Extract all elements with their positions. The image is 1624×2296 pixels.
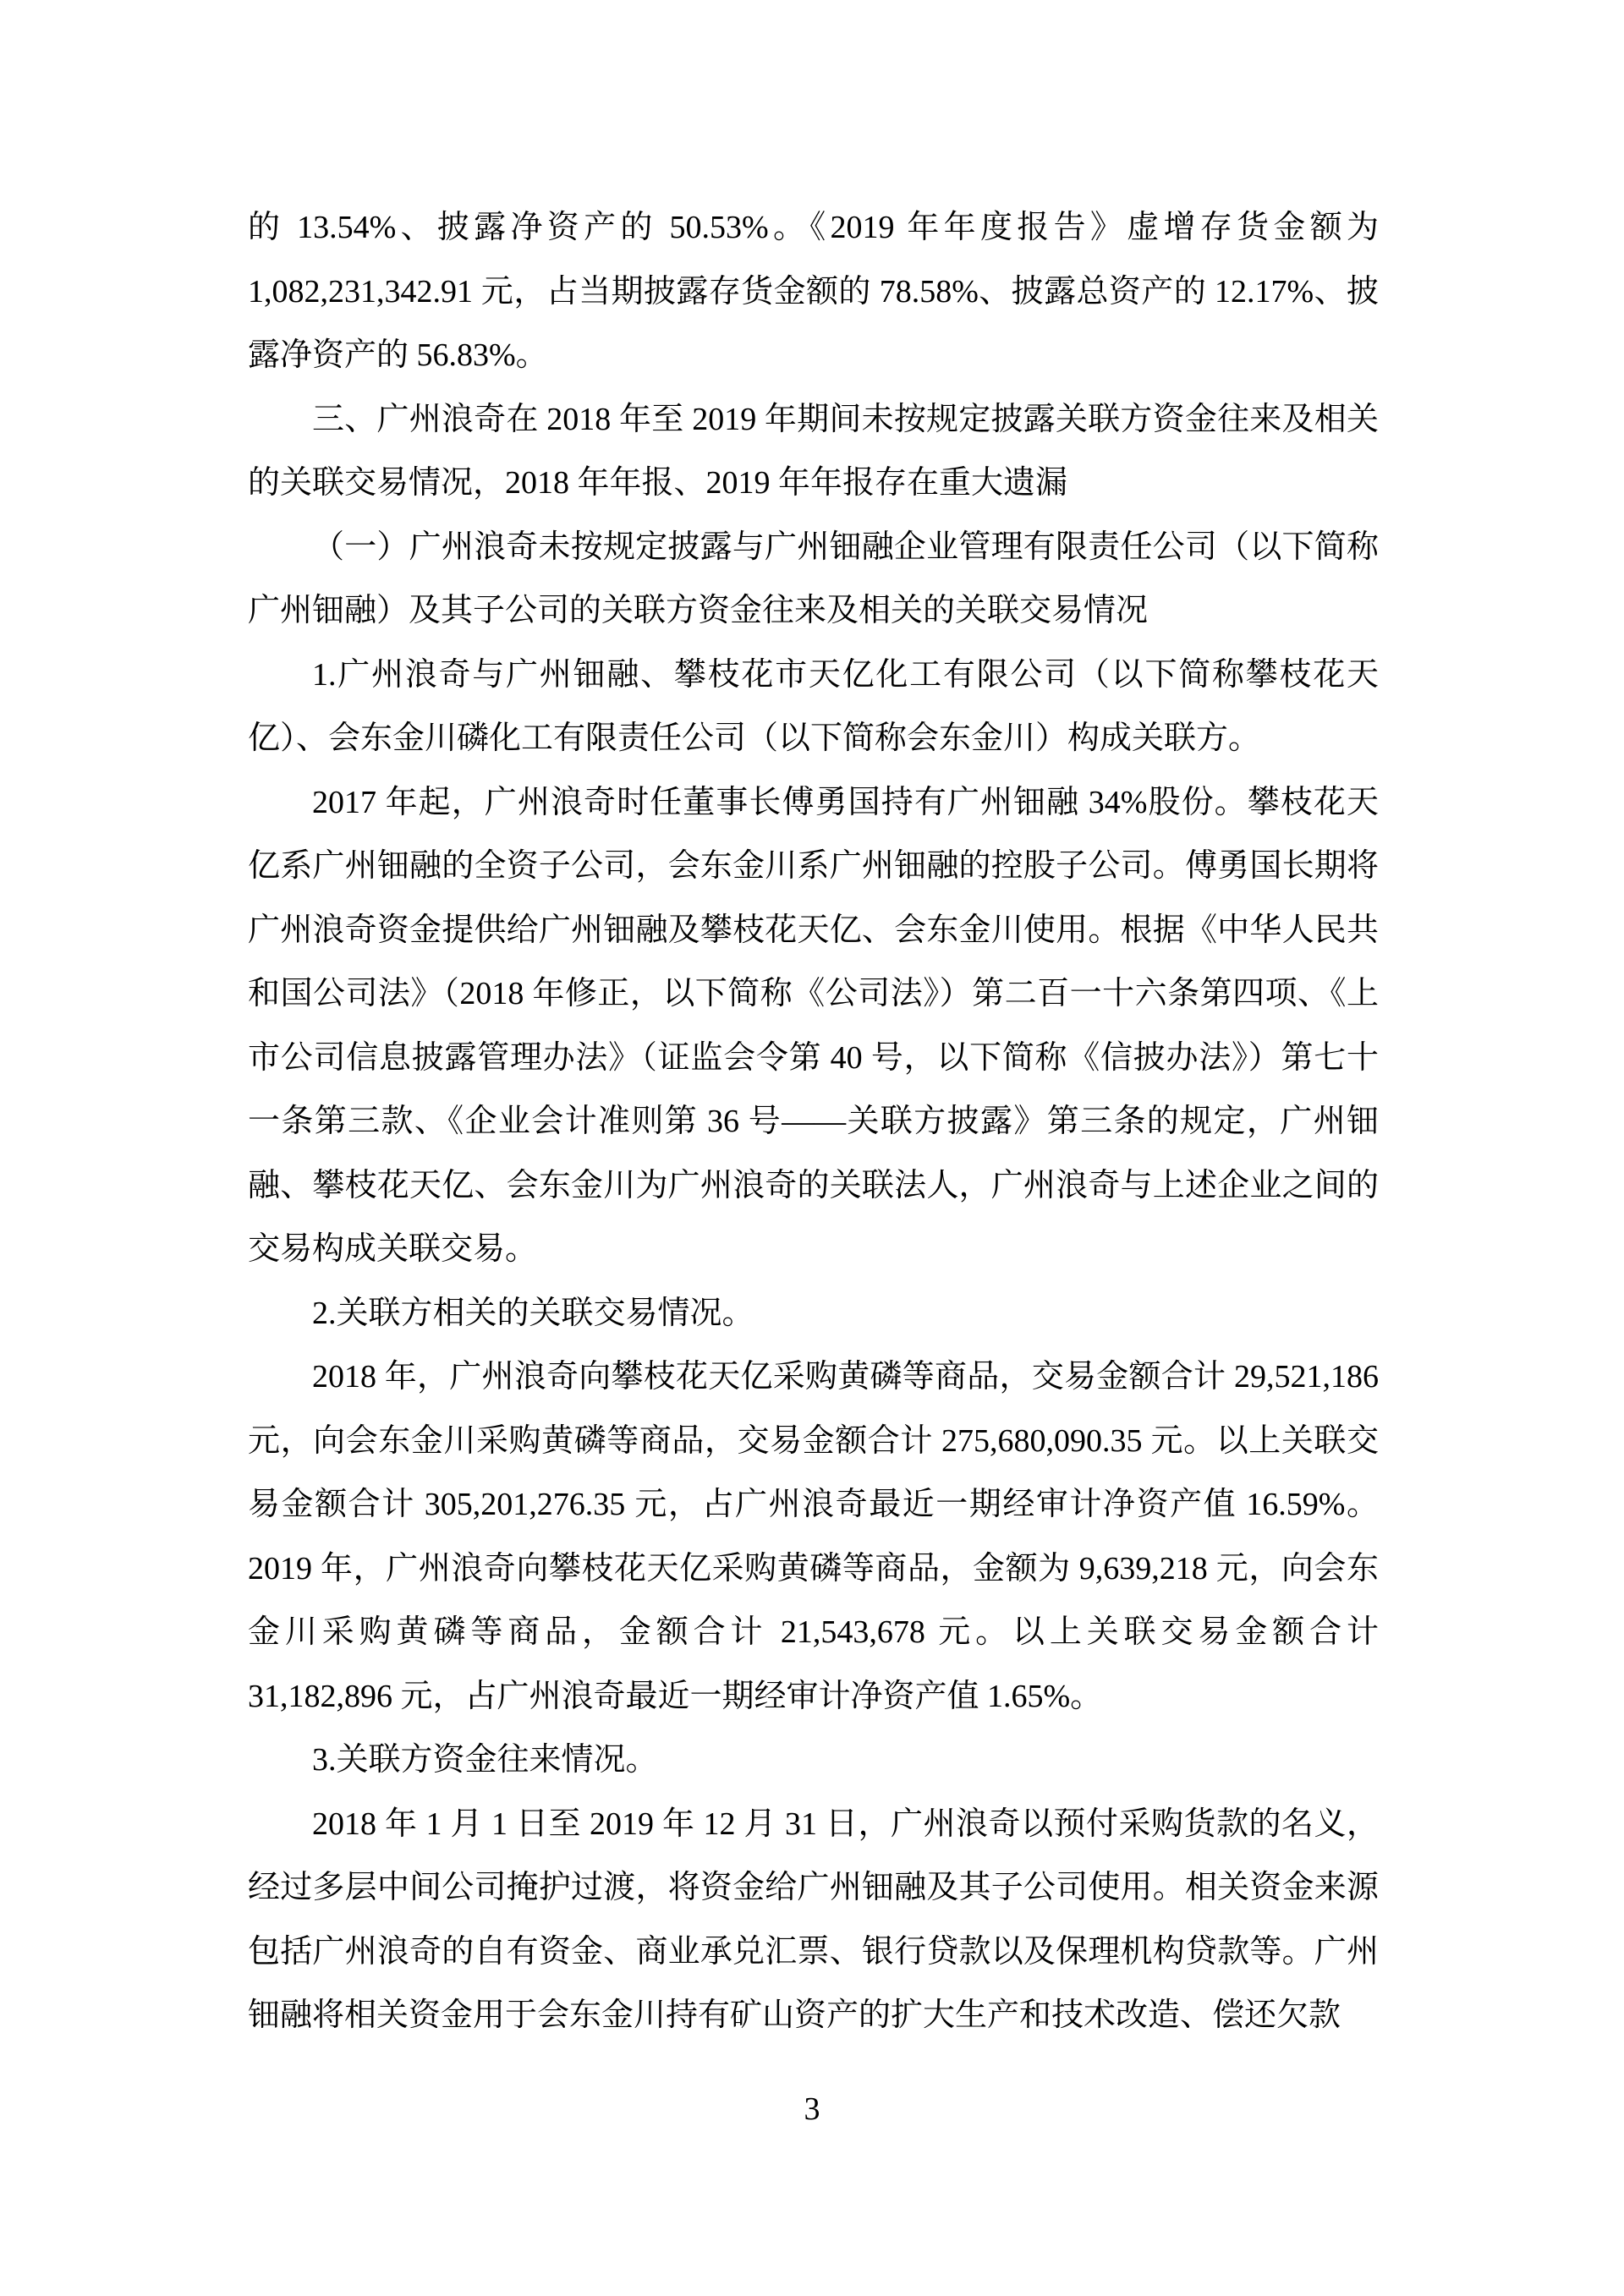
document-body xyxy=(248,196,1379,2048)
paragraph-section-heading: 三、广州浪奇在 2018 年至 2019 年期间未按规定披露关联方资金往来及相关的关联交易情况，2018 年年报、2019 年年报存在重大遗漏 xyxy=(248,401,1379,501)
paragraph-continuation-body: 的 13.54%、披露净资产的 50.53%。《2019 年年度报告》虚增存货金额为 1,082,231,342.91 元，占当期披露存货金额的 78.58%、披露总资产的 12.17%、披露净资产的 56.83%。 xyxy=(248,210,1379,373)
paragraph-subsection-heading: （一）广州浪奇未按规定披露与广州钿融企业管理有限责任公司（以下简称广州钿融）及其子公司的关联方资金往来及相关的关联交易情况 xyxy=(248,529,1379,628)
paragraph-body: 2018 年 1 月 1 日至 2019 年 12 月 31 日，广州浪奇以预付采购货款的名义，经过多层中间公司掩护过渡，将资金给广州钿融及其子公司使用。相关资金来源包括广州浪奇的自有资金、商业承兑汇票、银行贷款以及保理机构贷款等。广州钿融将相关资金用于会东金川持有矿山资产的扩大生产和技术改造、偿还欠款 xyxy=(248,1806,1379,2033)
page-footer xyxy=(0,2089,1624,2129)
paragraph-numbered-item: 2.关联方相关的关联交易情况。 xyxy=(312,1295,754,1331)
paragraph-numbered-item: 3.关联方资金往来情况。 xyxy=(312,1742,658,1778)
page-number: 3 xyxy=(804,2091,820,2127)
paragraph-body: 2018 年，广州浪奇向攀枝花天亿采购黄磷等商品，交易金额合计 29,521,186 元，向会东金川采购黄磷等商品，交易金额合计 275,680,090.35 元。以上关联交易金额合计 305,201,276.35 元，占广州浪奇最近一期经审计净资产值 16.59%。2019 年，广州浪奇向攀枝花天亿采购黄磷等商品，金额为 9,639,218 元，向会东金川采购黄磷等商品，金额合计 21,543,678 元。以上关联交易金额合计 31,182,896 元，占广州浪奇最近一期经审计净资产值 1.65%。 xyxy=(248,1359,1379,1714)
paragraph-numbered-item: 1.广州浪奇与广州钿融、攀枝花市天亿化工有限公司（以下简称攀枝花天亿）、会东金川磷化工有限责任公司（以下简称会东金川）构成关联方。 xyxy=(248,656,1379,756)
paragraph-body: 2017 年起，广州浪奇时任董事长傅勇国持有广州钿融 34%股份。攀枝花天亿系广州钿融的全资子公司，会东金川系广州钿融的控股子公司。傅勇国长期将广州浪奇资金提供给广州钿融及攀枝花天亿、会东金川使用。根据《中华人民共和国公司法》（2018 年修正，以下简称《公司法》）第二百一十六条第四项、《上市公司信息披露管理办法》（证监会令第 40 号，以下简称《信披办法》）第七十一条第三款、《企业会计准则第 36 号——关联方披露》第三条的规定，广州钿融、攀枝花天亿、会东金川为广州浪奇的关联法人，广州浪奇与上述企业之间的交易构成关联交易。 xyxy=(248,784,1379,1267)
